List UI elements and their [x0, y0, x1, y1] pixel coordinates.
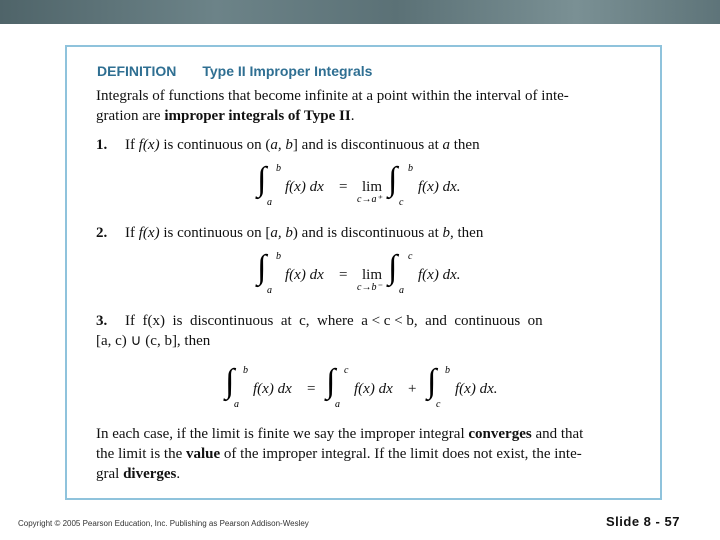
definition-box	[65, 45, 662, 500]
item-2-rhs-body: f(x) dx.	[418, 267, 461, 283]
term-converges: converges	[468, 426, 532, 442]
item-3-equals: =	[307, 381, 316, 397]
item-1-lhs-integral-sign: ∫	[257, 161, 267, 198]
intro-line-2	[96, 106, 354, 126]
item-1-text-end: then	[450, 137, 480, 153]
item-3-term-1-body: f(x) dx	[253, 381, 292, 397]
item-2-interval: a, b	[270, 225, 293, 241]
top-banner	[0, 0, 720, 24]
item-2-rhs-lower: a	[399, 285, 404, 296]
item-2-lhs-upper: b	[276, 251, 281, 262]
item-3-line-1	[96, 311, 543, 331]
closing-text-2b: of the improper integral. If the limit does not exist, the inte-	[220, 446, 582, 462]
item-1-rhs-body: f(x) dx.	[418, 179, 461, 195]
item-2-text-mid: is continuous on [	[159, 225, 271, 241]
item-1-lhs-upper: b	[276, 163, 281, 174]
item-1-lhs-lower: a	[267, 197, 272, 208]
intro-period: .	[350, 108, 355, 124]
item-3-term-3-integral-sign: ∫	[427, 363, 437, 400]
item-1-line	[96, 135, 480, 155]
item-2-lhs-body: f(x) dx	[285, 267, 324, 283]
item-2-text-post: ) and is discontinuous at	[292, 225, 443, 241]
item-3-term-1-upper: b	[243, 365, 248, 376]
term-diverges: diverges	[123, 466, 177, 482]
item-2-number: 2.	[96, 225, 108, 241]
slide-number: Slide 8 - 57	[606, 514, 680, 529]
closing-line-3	[96, 464, 180, 484]
item-3-term-3-body: f(x) dx.	[455, 381, 498, 397]
item-3-term-1-integral-sign: ∫	[225, 363, 235, 400]
item-3-term-2-lower: a	[335, 399, 340, 410]
definition-title: Type II Improper Integrals	[202, 63, 373, 79]
item-1-interval: a, b	[270, 137, 293, 153]
closing-text-3b: .	[176, 466, 181, 482]
closing-text-2: the limit is the	[96, 446, 186, 462]
item-2-equals: =	[339, 267, 348, 283]
closing-text-1: In each case, if the limit is finite we say the improper integral	[96, 426, 469, 442]
item-1-lim-sub: c→a⁺	[357, 194, 382, 205]
item-3-term-2-body: f(x) dx	[354, 381, 393, 397]
item-3-number: 3.	[96, 313, 108, 329]
intro-text: gration are	[96, 108, 165, 124]
item-1-rhs-upper: b	[408, 163, 413, 174]
item-2-fx: f(x)	[138, 225, 160, 241]
closing-line-1	[96, 424, 583, 444]
copyright-notice: Copyright © 2005 Pearson Education, Inc. Publishing as Pearson Addison-Wesley	[18, 519, 309, 528]
item-1-text-mid: is continuous on (	[159, 137, 271, 153]
item-3-line-2: [a, c) ∪ (c, b], then	[96, 333, 211, 349]
closing-text-1b: and that	[531, 426, 584, 442]
item-2-rhs-integral-sign: ∫	[388, 249, 398, 286]
definition-heading	[97, 63, 372, 79]
item-3-term-3-lower: c	[436, 399, 441, 410]
item-3-term-2-upper: c	[344, 365, 349, 376]
item-2-line	[96, 223, 483, 243]
term-value: value	[186, 446, 221, 462]
item-3-term-1-lower: a	[234, 399, 239, 410]
closing-line-2	[96, 444, 582, 464]
item-2-lim: lim	[362, 267, 383, 283]
item-2-rhs-upper: c	[408, 251, 413, 262]
item-1-point: a	[442, 137, 450, 153]
item-3-term-3-upper: b	[445, 365, 450, 376]
item-2-lim-sub: c→b⁻	[357, 282, 382, 293]
item-1-fx: f(x)	[138, 137, 160, 153]
item-3-term-2-integral-sign: ∫	[326, 363, 336, 400]
item-2-lhs-integral-sign: ∫	[257, 249, 267, 286]
definition-label: DEFINITION	[97, 63, 177, 79]
item-1-text: If	[125, 137, 139, 153]
item-3-plus: +	[408, 381, 417, 397]
item-2-lhs-lower: a	[267, 285, 272, 296]
item-1-text-post: ] and is discontinuous at	[292, 137, 443, 153]
item-1-number: 1.	[96, 137, 108, 153]
item-1-rhs-lower: c	[399, 197, 404, 208]
item-1-equals: =	[339, 179, 348, 195]
item-1-lim: lim	[362, 179, 383, 195]
item-3-text-1: If f(x) is discontinuous at c, where a < c < b, and continuous on	[125, 313, 543, 329]
item-2-text: If	[125, 225, 139, 241]
intro-line-1: Integrals of functions that become infinite at a point within the interval of inte-	[96, 88, 569, 104]
intro-term: improper integrals of Type II	[164, 108, 351, 124]
item-1-lhs-body: f(x) dx	[285, 179, 324, 195]
closing-text-3: gral	[96, 466, 124, 482]
item-2-point: b	[442, 225, 450, 241]
item-2-text-end: , then	[450, 225, 484, 241]
item-1-rhs-integral-sign: ∫	[388, 161, 398, 198]
